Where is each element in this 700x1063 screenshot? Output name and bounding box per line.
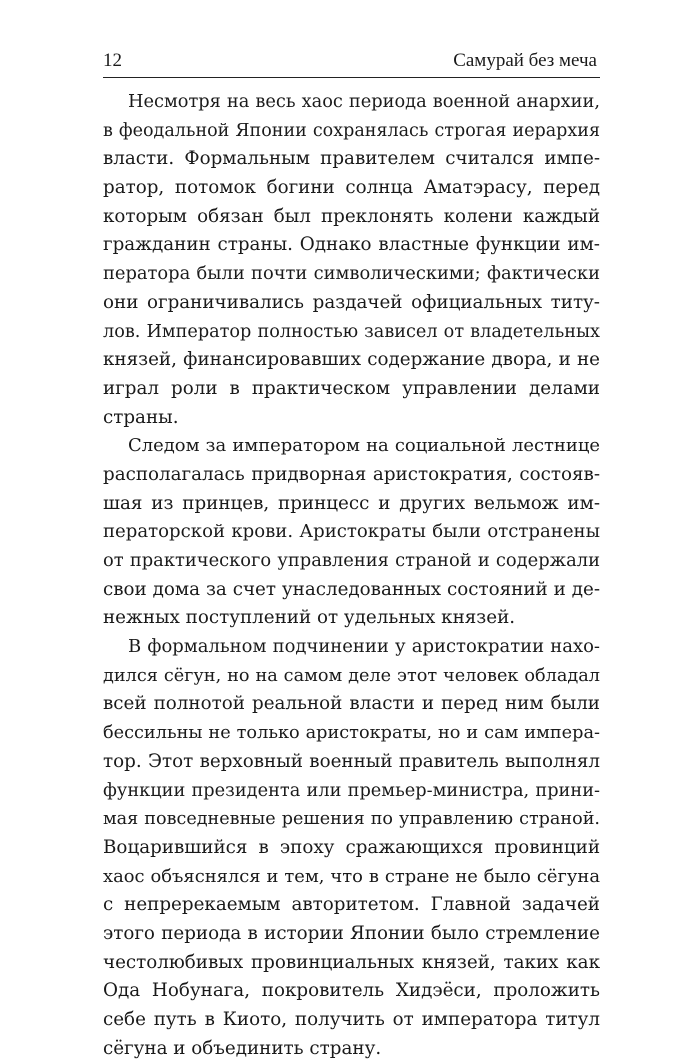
text-line: гражданин страны. Однако властные функции им- xyxy=(103,234,600,256)
text-line: которым обязан был преклонять колени каждый xyxy=(103,205,600,227)
text-line: ператора были почти символическими; фактически xyxy=(103,263,600,285)
text-line: от практического управления страной и содержали xyxy=(103,550,600,571)
text-line: всей полнотой реальной власти и перед ним были xyxy=(103,693,600,715)
running-header xyxy=(103,47,600,78)
paragraph xyxy=(103,88,600,432)
page-number: 12 xyxy=(103,50,122,71)
text-line: сёгуна и объединить страну. xyxy=(103,1037,382,1059)
text-line: лов. Император полностью зависел от владетельных xyxy=(103,321,600,342)
paragraph xyxy=(103,432,600,633)
text-line: в феодальной Японии сохранялась строгая иерархия xyxy=(103,120,600,141)
text-line: Следом за императором на социальной лестнице xyxy=(128,435,600,457)
body-text xyxy=(103,88,600,1063)
text-line: шая из принцев, принцесс и других вельмож им- xyxy=(103,492,600,514)
text-line: функции президента или премьер-министра, прини- xyxy=(103,780,600,801)
text-line: этого периода в истории Японии было стремление xyxy=(103,922,600,944)
text-line: князей, финансировавших содержание двора, и не xyxy=(103,349,600,371)
text-line: с непререкаемым авторитетом. Главной задачей xyxy=(103,894,600,916)
text-line: располагалась придворная аристократия, состояв- xyxy=(103,463,600,485)
text-line: себе путь в Киото, получить от императора титул xyxy=(103,1009,600,1030)
text-line: власти. Формальным правителем считался импе- xyxy=(103,148,600,170)
text-line: бессильны не только аристократы, но и сам импера- xyxy=(103,723,600,744)
text-line: хаос объяснялся и тем, что в стране не было сёгуна xyxy=(103,865,600,887)
paragraph xyxy=(103,633,600,1063)
running-title: Самурай без меча xyxy=(453,50,597,71)
text-line: В формальном подчинении у аристократии нахо- xyxy=(128,636,600,658)
text-line: дился сёгун, но на самом деле этот человек обладал xyxy=(103,665,600,686)
text-line: тор. Этот верховный военный правитель выполнял xyxy=(103,750,600,772)
text-line: ператорской крови. Аристократы были отстранены xyxy=(103,521,600,543)
text-line: Несмотря на весь хаос периода военной анархии, xyxy=(128,91,600,112)
text-line: свои дома за счет унаследованных состояний и де- xyxy=(103,578,600,600)
text-line: Ода Нобунага, покровитель Хидэёси, проложить xyxy=(103,980,600,1002)
text-line: страны. xyxy=(103,406,179,428)
text-line: они ограничивались раздачей официальных титу- xyxy=(103,291,600,313)
text-line: играл роли в практическом управлении делами xyxy=(103,377,600,399)
text-line: нежных поступлений от удельных князей. xyxy=(103,607,516,629)
text-line: Воцарившийся в эпоху сражающихся провинций xyxy=(103,836,600,858)
text-line: ратор, потомок богини солнца Аматэрасу, перед xyxy=(103,177,600,199)
text-line: честолюбивых провинциальных князей, таких как xyxy=(103,951,600,973)
text-line: мая повседневные решения по управлению страной. xyxy=(103,809,600,830)
